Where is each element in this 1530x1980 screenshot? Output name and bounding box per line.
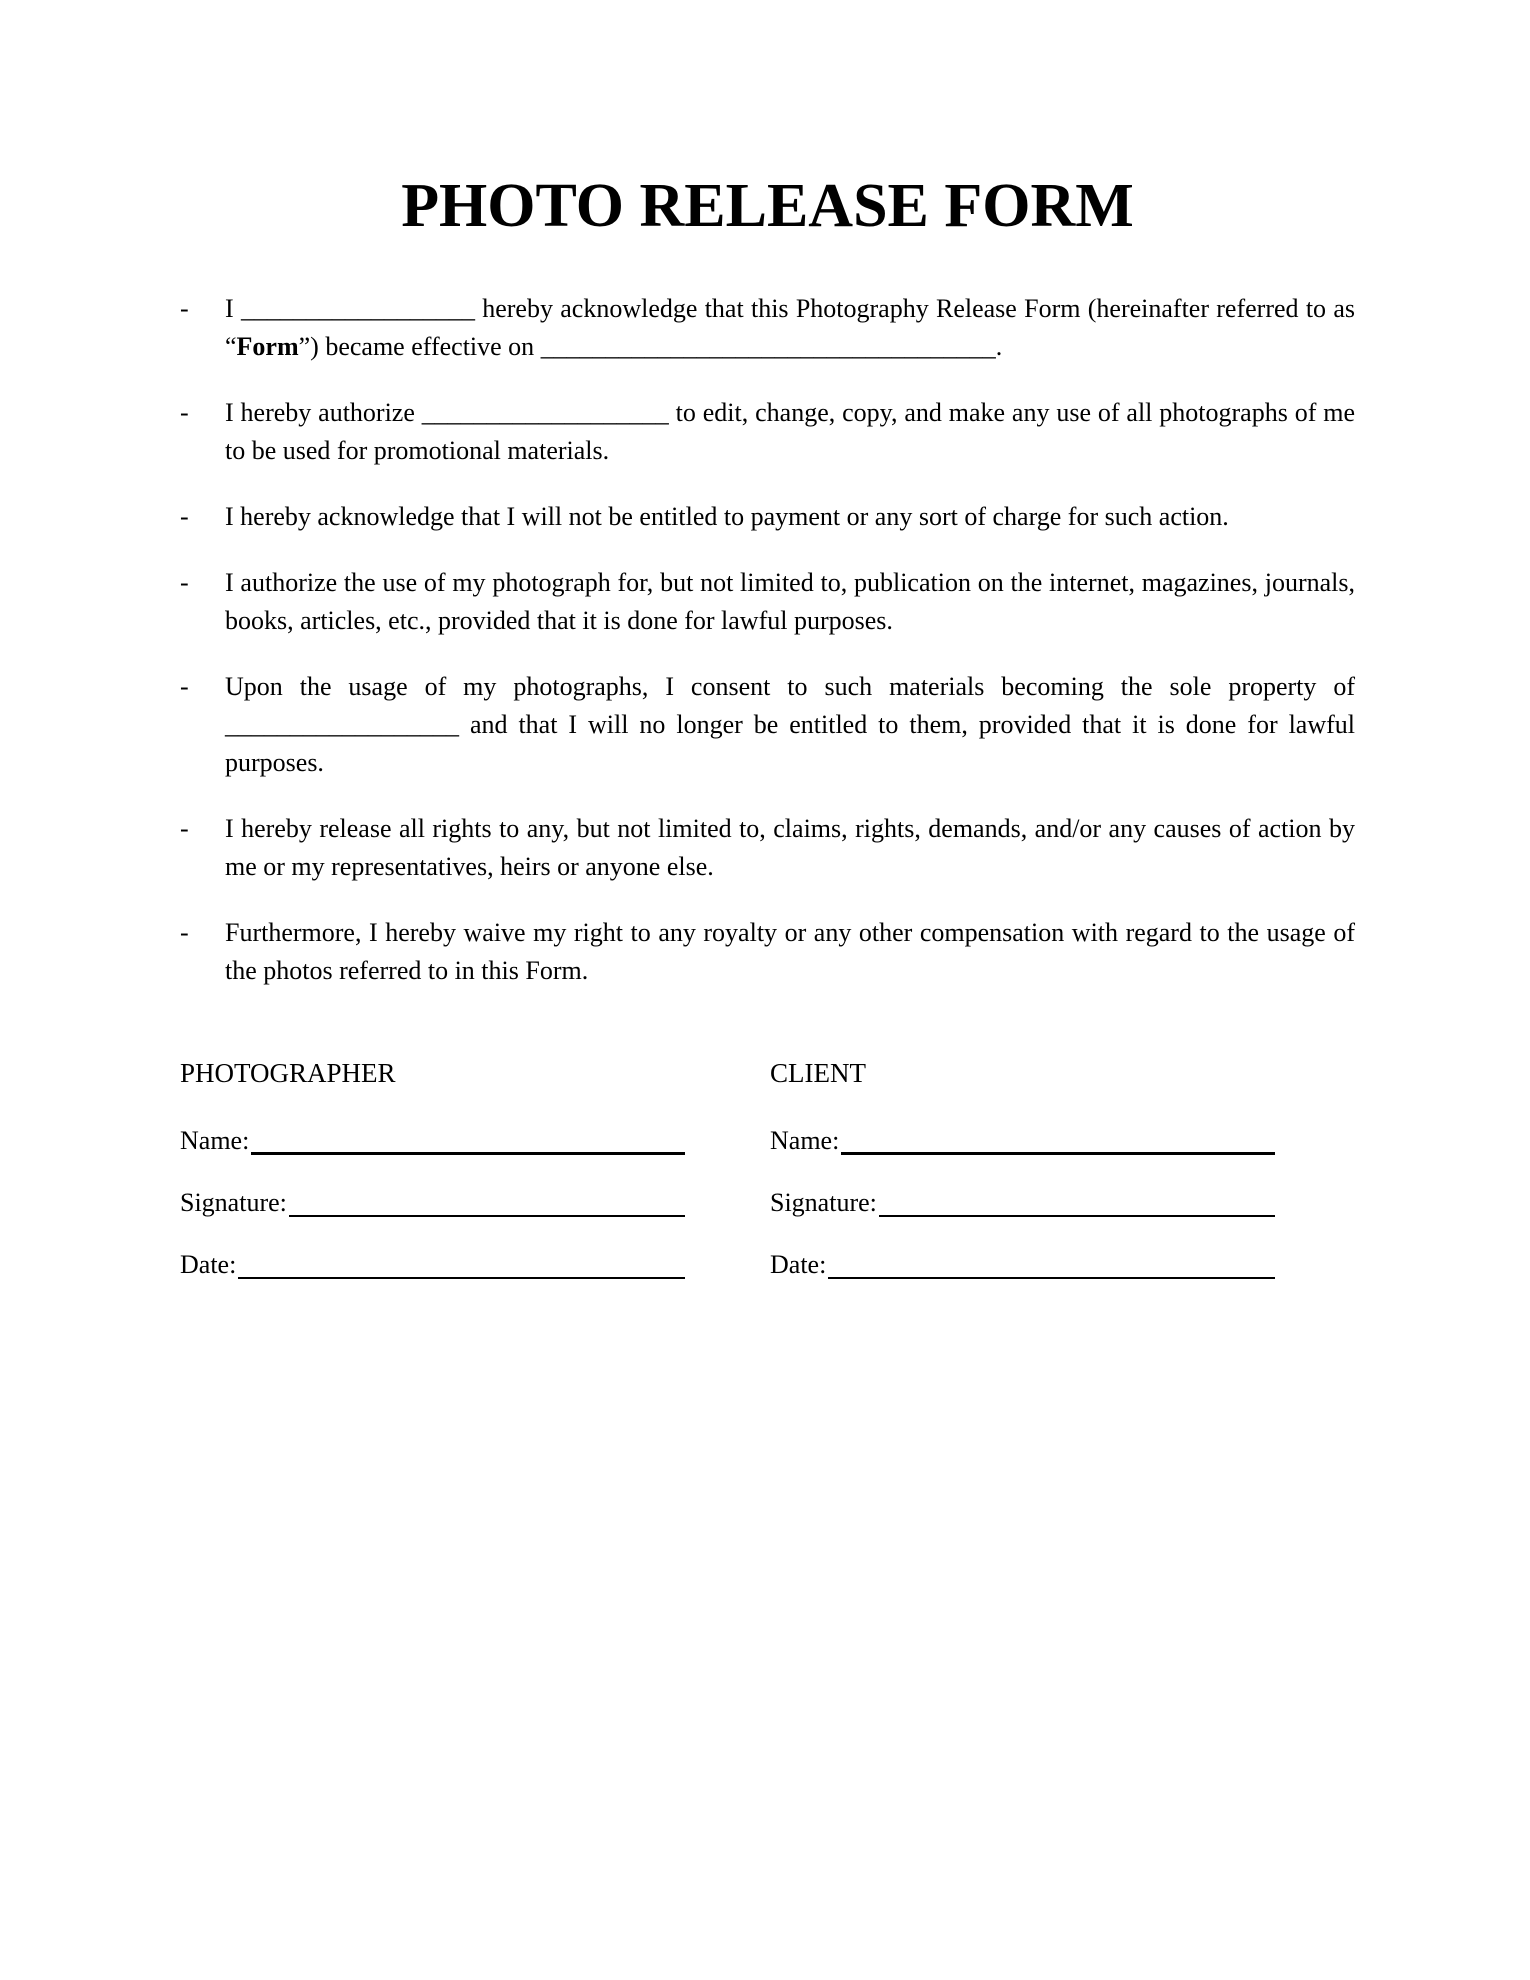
bullet-item [180,394,1355,470]
field-blank-line [289,1184,685,1217]
bullet-marker: - [180,398,189,427]
signature-section [180,1054,1355,1308]
field-row [180,1184,685,1222]
field-label: Signature: [180,1188,287,1217]
column-fields [180,1122,685,1284]
signature-column [770,1054,1275,1308]
bullet-text-segment: ”) became effective on [298,332,541,361]
bullet-text-segment: I hereby release all rights to any, but not limited to, claims, rights, demands, and/or any causes of action by me or my representatives, heirs or anyone else. [225,814,1355,881]
bullet-marker: - [180,672,189,701]
fill-in-blank: __________________ [240,294,475,323]
bullet-text [225,564,1355,640]
bullet-item [180,914,1355,990]
document-title: PHOTO RELEASE FORM [401,172,1134,240]
field-row [770,1246,1275,1284]
bullet-text [225,498,1355,536]
bullet-text-segment: I hereby authorize [225,398,422,427]
bullet-item [180,564,1355,640]
bullet-marker: - [180,814,189,843]
bullet-text-segment: . [995,332,1003,361]
bullet-item [180,498,1355,536]
bullet-marker: - [180,568,189,597]
field-row [180,1246,685,1284]
bullet-marker: - [180,294,189,323]
bullet-text-segment: hereby acknowledge that this Photography Release Form (hereinafter referred to as “ [225,294,1355,361]
column-fields [770,1122,1275,1284]
bullet-text-segment: Form [236,332,299,361]
bullet-text [225,914,1355,990]
field-label: Signature: [770,1188,877,1217]
field-blank-line [238,1246,685,1279]
signature-column [180,1054,685,1308]
field-blank-line [879,1184,1275,1217]
fill-in-blank: ___________________ [421,398,669,427]
bullet-text [225,394,1355,470]
bullet-text-segment: and that I will no longer be entitled to them, provided that it is done for lawful purposes. [225,710,1355,777]
field-blank-line [251,1122,685,1155]
bullet-list [180,290,1355,990]
bullet-marker: - [180,918,189,947]
bullet-text-segment: I hereby acknowledge that I will not be entitled to payment or any sort of charge for such action. [225,502,1229,531]
bullet-text-segment: I [225,294,241,323]
bullet-item [180,810,1355,886]
field-label: Name: [770,1126,840,1155]
bullet-text [225,668,1355,782]
fill-in-blank: ___________________________________ [540,332,996,361]
bullet-text-segment: Furthermore, I hereby waive my right to any royalty or any other compensation with regard to the usage of the photos referred to in this Form. [225,918,1355,985]
field-label: Date: [180,1250,237,1279]
field-blank-line [841,1122,1275,1155]
bullet-text-segment: to edit, change, copy, and make any use of all photographs of me to be used for promotional materials. [225,398,1355,465]
bullet-text [225,810,1355,886]
bullet-text-segment: Upon the usage of my photographs, I consent to such materials becoming the sole property of [225,672,1355,701]
field-row [180,1122,685,1160]
column-heading: CLIENT [770,1058,866,1088]
bullet-marker: - [180,502,189,531]
field-blank-line [828,1246,1275,1279]
bullet-item [180,290,1355,366]
column-heading: PHOTOGRAPHER [180,1058,396,1088]
fill-in-blank: __________________ [225,710,459,739]
field-label: Name: [180,1126,250,1155]
field-row [770,1184,1275,1222]
field-label: Date: [770,1250,827,1279]
bullet-text-segment: I authorize the use of my photograph for, but not limited to, publication on the internet, magazines, journals, books, articles, etc., provided that it is done for lawful purposes. [225,568,1355,635]
bullet-text [225,290,1355,366]
bullet-item [180,668,1355,782]
field-row [770,1122,1275,1160]
